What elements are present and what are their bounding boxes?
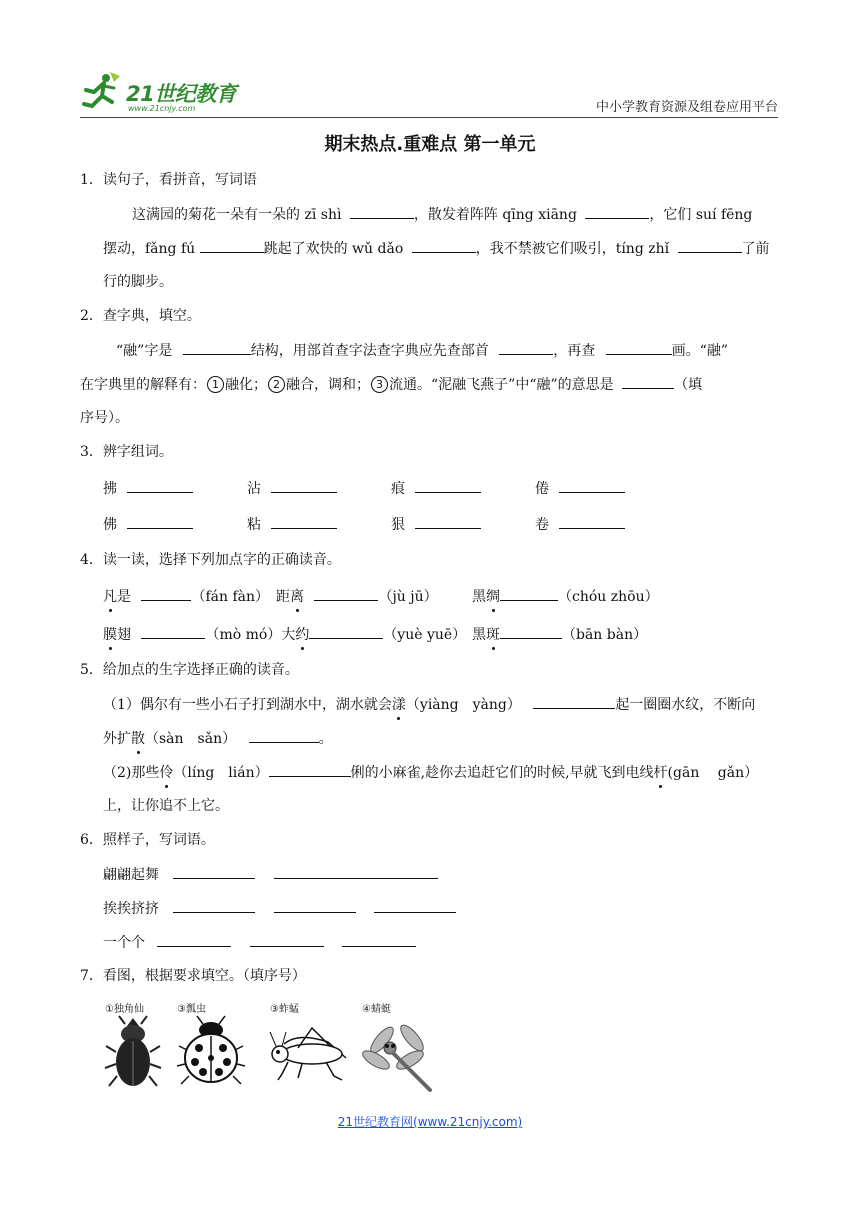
answer-blank[interactable] (606, 340, 672, 355)
ladybug-figure: ③瓢虫 (175, 1000, 257, 1092)
beetle-icon (103, 1014, 163, 1094)
answer-blank[interactable] (200, 238, 264, 253)
word-group: 沾 (247, 478, 337, 499)
answer-blank[interactable] (585, 204, 649, 219)
answer-blank[interactable] (271, 514, 337, 529)
example-row: 一个个 (103, 932, 416, 953)
answer-blank[interactable] (500, 586, 558, 601)
question-1-line-1: 这满园的菊花一朵有一朵的 zī shì ，散发着阵阵 qīng xiāng ，它们 suí fēng (132, 204, 752, 225)
answer-blank[interactable] (157, 932, 231, 947)
answer-blank[interactable] (559, 478, 625, 493)
question-2-line-3: 序号）。 (80, 410, 129, 426)
answer-blank[interactable] (173, 864, 255, 879)
answer-blank[interactable] (127, 478, 193, 493)
question-5-line-1: （1）偶尔有一些小石子打到湖水中，湖水就会漾（yiàng yàng） 起一圈圈水纹，不断向 (103, 694, 755, 715)
answer-blank[interactable] (271, 478, 337, 493)
word-group: 粘 (247, 514, 337, 535)
question-3-heading: 3．辨字组词。 (80, 444, 173, 460)
pinyin-choice: 距离 （jù jū） (276, 586, 438, 607)
example-row: 挨挨挤挤 (103, 898, 456, 919)
grasshopper-icon (268, 1014, 352, 1094)
word-group: 拂 (103, 478, 193, 499)
question-1-line-2: 摆动，fǎng fú 跳起了欢快的 wǔ dǎo ，我不禁被它们吸引，tíng zhǐ 了前 (103, 238, 770, 259)
circled-number-3: 3 (371, 376, 388, 393)
answer-blank[interactable] (559, 514, 625, 529)
answer-blank[interactable] (141, 624, 205, 639)
question-5-line-2: 外扩散（sàn sǎn） 。 (103, 728, 333, 749)
answer-blank[interactable] (622, 374, 674, 389)
answer-blank[interactable] (274, 864, 438, 879)
answer-blank[interactable] (342, 932, 416, 947)
answer-blank[interactable] (678, 238, 742, 253)
question-6-heading: 6．照样子，写词语。 (80, 832, 215, 848)
logo (80, 68, 250, 114)
answer-blank[interactable] (249, 728, 319, 743)
beetle-figure: ①独角仙 (103, 1000, 185, 1092)
question-2-line-1: “融”字是 结构，用部首查字法查字典应先查部首 ，再查 画。“融” (116, 340, 728, 361)
answer-blank[interactable] (141, 586, 191, 601)
circled-number-1: 1 (207, 376, 224, 393)
header-divider (80, 117, 778, 118)
word-group: 佛 (103, 514, 193, 535)
pinyin-choice: 膜翅 （mò mó）大约 （yuè yuē） (103, 624, 466, 645)
dragonfly-figure: ④蜻蜓 (360, 1000, 442, 1092)
word-group: 痕 (391, 478, 481, 499)
question-5-line-4: 上，让你追不上它。 (103, 798, 229, 814)
pinyin-choice: 黑斑 （bān bàn） (472, 624, 647, 645)
answer-blank[interactable] (127, 514, 193, 529)
answer-blank[interactable] (314, 586, 378, 601)
answer-blank[interactable] (533, 694, 615, 709)
dragonfly-icon (360, 1014, 440, 1094)
logo-site: www.21cnjy.com (128, 104, 196, 113)
answer-blank[interactable] (183, 340, 251, 355)
question-1-line-3: 行的脚步。 (103, 274, 173, 290)
answer-blank[interactable] (415, 478, 481, 493)
answer-blank[interactable] (415, 514, 481, 529)
answer-blank[interactable] (309, 624, 383, 639)
page-title: 期末热点.重难点 第一单元 (324, 134, 536, 155)
footer-link[interactable]: 21世纪教育网(www.21cnjy.com) (337, 1115, 523, 1129)
question-2-line-2: 在字典里的解释有： 1 融化； 2 融合，调和； 3 流通。“泥融飞燕子”中“融”的意思是 （填 (80, 374, 702, 395)
ladybug-icon (175, 1014, 247, 1094)
answer-blank[interactable] (173, 898, 255, 913)
pinyin-choice: 黑绸 （chóu zhōu） (472, 586, 659, 607)
question-4-heading: 4．读一读，选择下列加点字的正确读音。 (80, 552, 341, 568)
answer-blank[interactable] (250, 932, 324, 947)
pinyin-choice: 凡是 （fán fàn） (103, 586, 269, 607)
question-2-heading: 2．查字典，填空。 (80, 308, 201, 324)
question-5-line-3: （2)那些伶（líng lián） 俐的小麻雀,趁你去追赶它们的时候,早就飞到电线杆(gān gǎn） (103, 762, 758, 783)
answer-blank[interactable] (269, 762, 351, 777)
question-1-heading: 1．读句子，看拼音，写词语 (80, 172, 257, 188)
answer-blank[interactable] (350, 204, 414, 219)
question-7-heading: 7．看图，根据要求填空。（填序号） (80, 968, 306, 984)
answer-blank[interactable] (500, 624, 562, 639)
runner-icon (80, 70, 124, 114)
circled-number-2: 2 (268, 376, 285, 393)
logo-text: 21世纪教育 (126, 82, 237, 106)
answer-blank[interactable] (374, 898, 456, 913)
word-group: 狠 (391, 514, 481, 535)
answer-blank[interactable] (499, 340, 553, 355)
answer-blank[interactable] (274, 898, 356, 913)
word-group: 卷 (535, 514, 625, 535)
example-row: 翩翩起舞 (103, 864, 438, 885)
platform-name: 中小学教育资源及组卷应用平台 (595, 100, 778, 115)
word-group: 倦 (535, 478, 625, 499)
question-5-heading: 5．给加点的生字选择正确的读音。 (80, 662, 299, 678)
answer-blank[interactable] (412, 238, 476, 253)
grasshopper-figure: ③蚱蜢 (268, 1000, 350, 1092)
page-header (80, 62, 778, 116)
